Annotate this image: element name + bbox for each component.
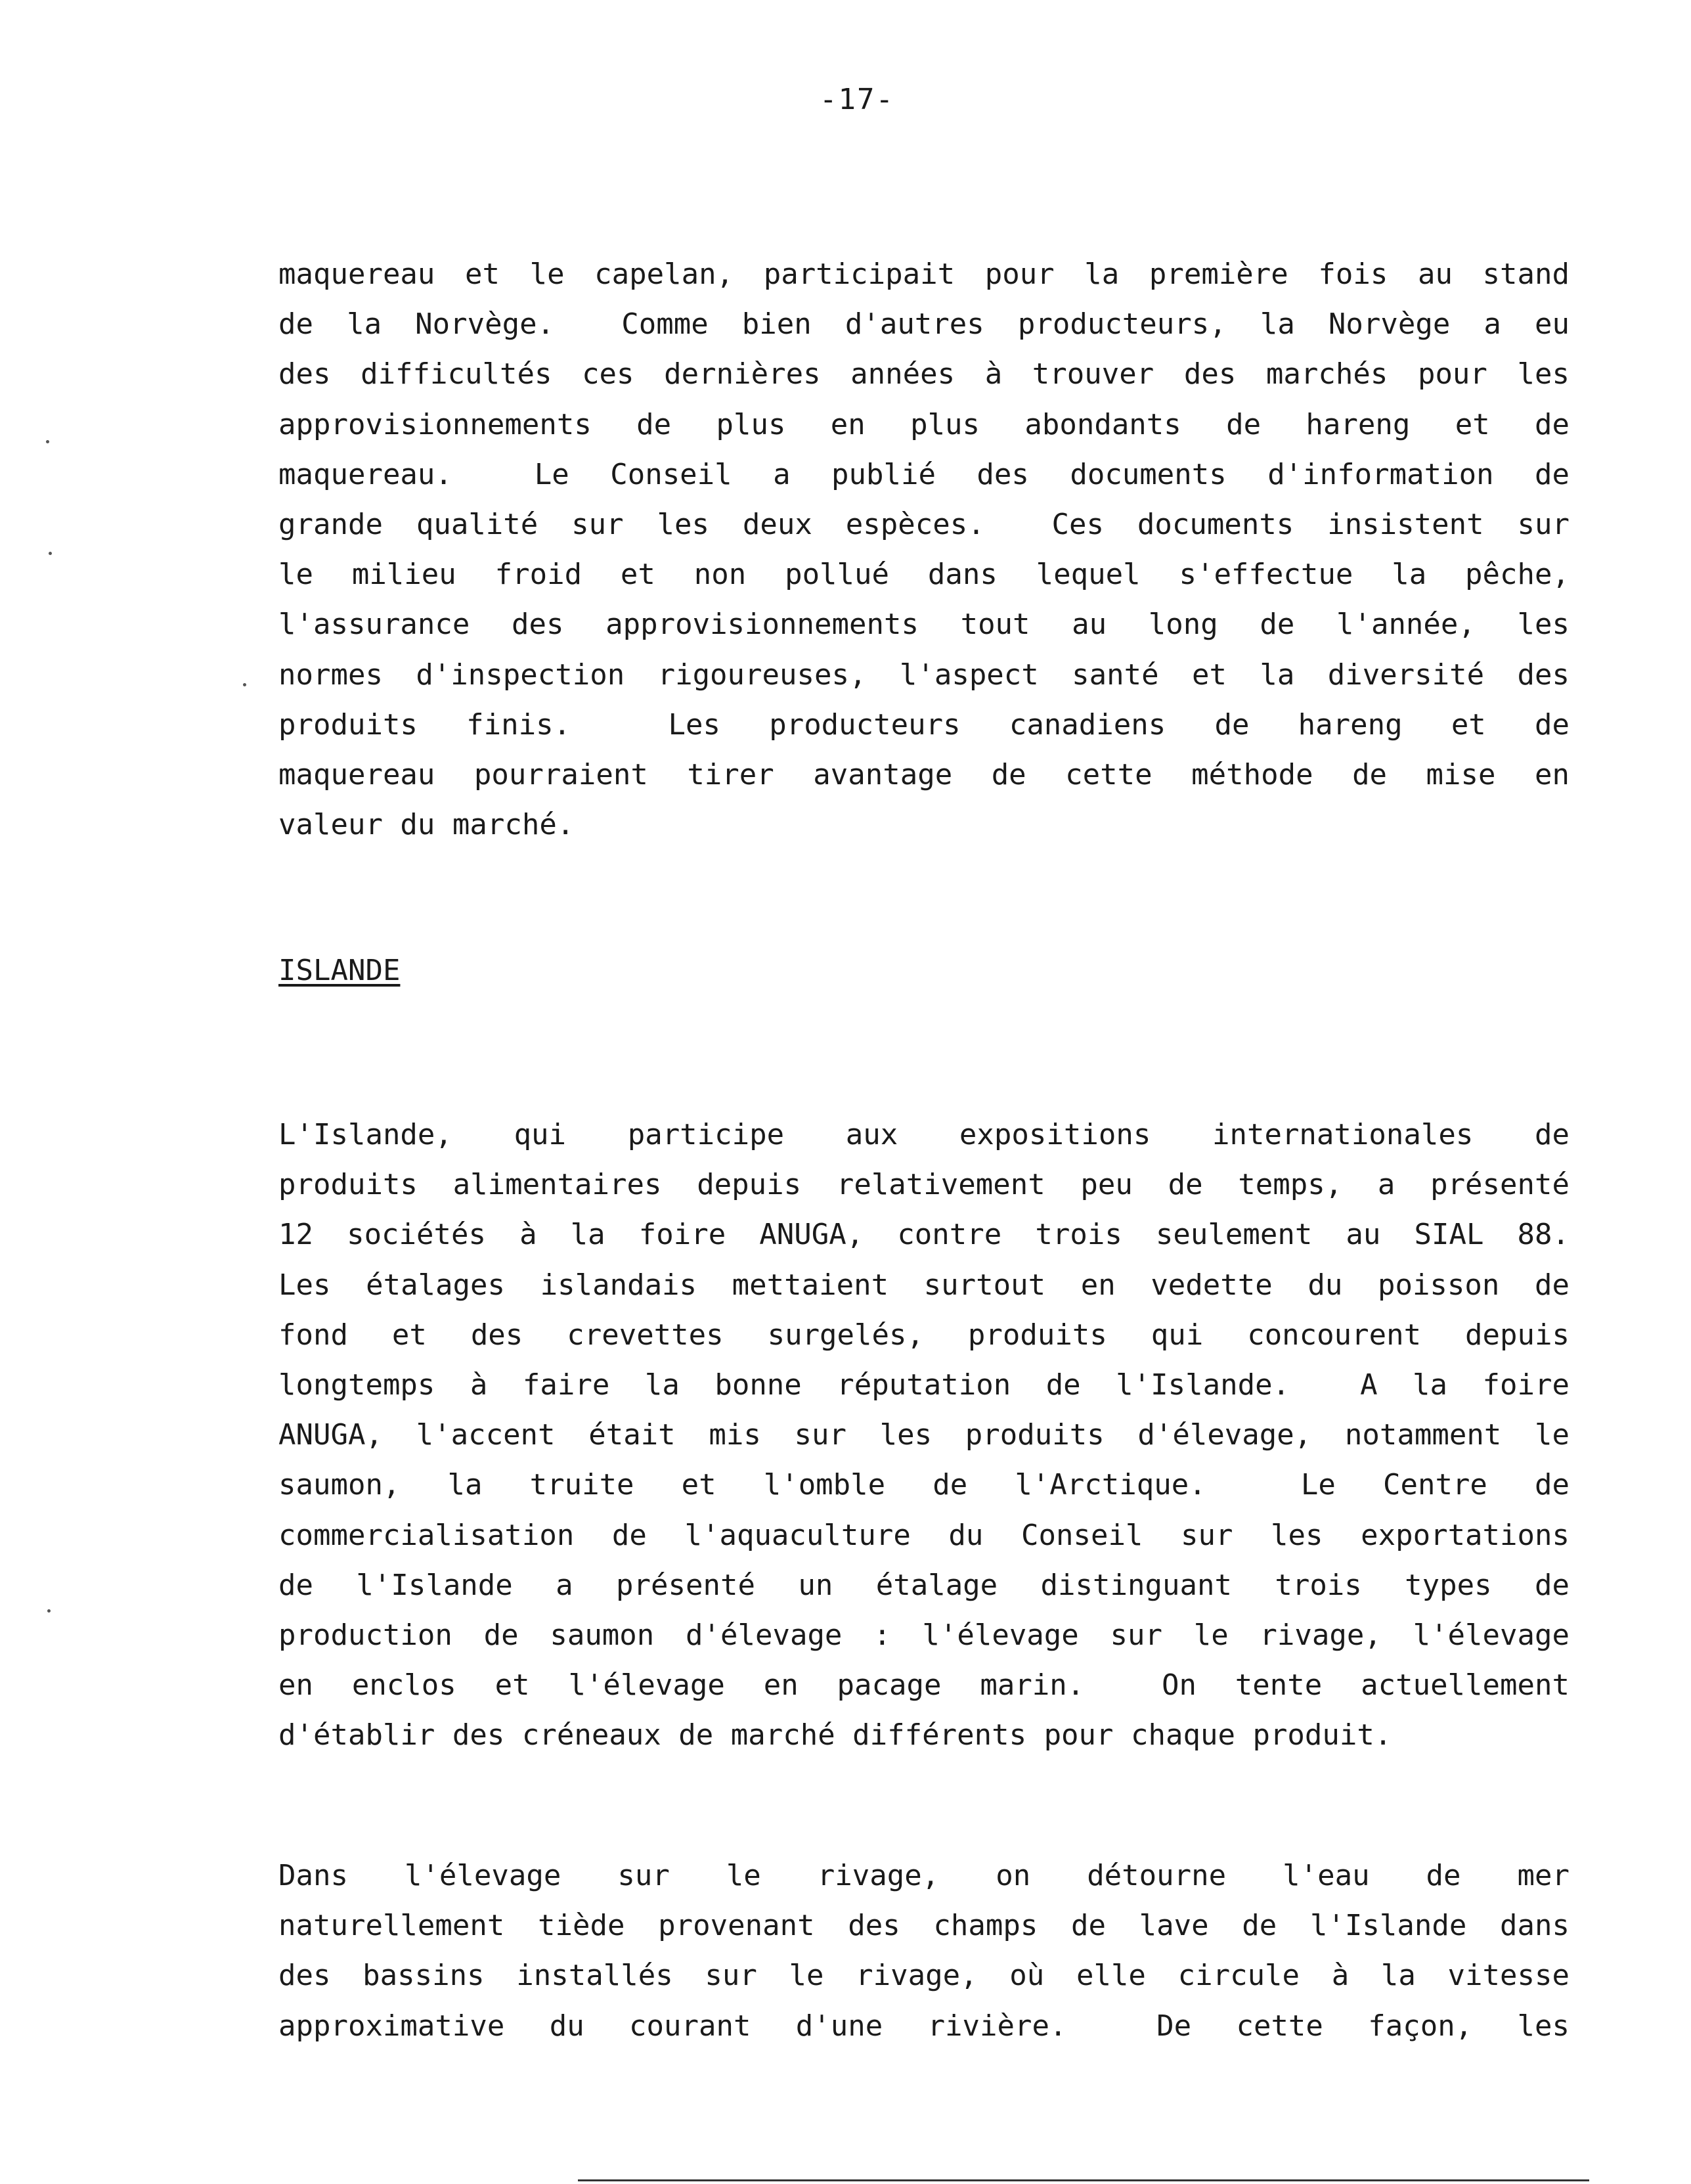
text-line: commercialisation de l'aquaculture du Conseil sur les exportations	[278, 1518, 1570, 1552]
section-heading-islande: ISLANDE	[278, 954, 401, 987]
text-line: maquereau et le capelan, participait pour la première fois au stand	[278, 257, 1570, 291]
paragraph-norvege	[278, 250, 1570, 850]
text-line: naturellement tiède provenant des champs de lave de l'Islande dans	[278, 1909, 1570, 1943]
page-number: -17-	[820, 83, 894, 116]
text-line: l'assurance des approvisionnements tout au long de l'année, les	[278, 608, 1570, 642]
text-line: de l'Islande a présenté un étalage distinguant trois types de	[278, 1568, 1570, 1602]
text-line: Dans l'élevage sur le rivage, on détourne l'eau de mer	[278, 1859, 1570, 1892]
text-line: valeur du marché.	[278, 808, 575, 842]
text-line: de la Norvège. Comme bien d'autres producteurs, la Norvège a eu	[278, 307, 1570, 342]
text-line: production de saumon d'élevage : l'élevage sur le rivage, l'élevage	[278, 1618, 1570, 1653]
text-line: en enclos et l'élevage en pacage marin. On tente actuellement	[278, 1668, 1570, 1703]
text-line: grande qualité sur les deux espèces. Ces documents insistent sur	[278, 508, 1570, 542]
text-line: longtemps à faire la bonne réputation de l'Islande. A la foire	[278, 1368, 1570, 1402]
footer-rule	[578, 2179, 1589, 2181]
text-line: normes d'inspection rigoureuses, l'aspect santé et la diversité des	[278, 657, 1570, 692]
paragraph-islande	[278, 1110, 1570, 1761]
text-line: L'Islande, qui participe aux expositions internationales de	[278, 1118, 1570, 1151]
text-line: produits finis. Les producteurs canadiens de hareng et de	[278, 707, 1570, 742]
text-line: le milieu froid et non pollué dans lequel s'effectue la pêche,	[278, 558, 1570, 592]
text-line: saumon, la truite et l'omble de l'Arctique. Le Centre de	[278, 1468, 1570, 1502]
scan-speck	[49, 552, 52, 555]
text-line: approximative du courant d'une rivière. De cette façon, les	[278, 2009, 1570, 2043]
text-line: Les étalages islandais mettaient surtout en vedette du poisson de	[278, 1268, 1570, 1302]
scan-speck	[243, 683, 246, 686]
text-line: 12 sociétés à la foire ANUGA, contre trois seulement au SIAL 88.	[278, 1218, 1570, 1252]
text-line: des bassins installés sur le rivage, où elle circule à la vitesse	[278, 1959, 1570, 1993]
paragraph-elevage	[278, 1851, 1570, 2051]
text-line: ANUGA, l'accent était mis sur les produits d'élevage, notamment le	[278, 1418, 1570, 1452]
scan-speck	[47, 1609, 51, 1613]
scan-speck	[46, 440, 49, 443]
text-line: approvisionnements de plus en plus abondants de hareng et de	[278, 407, 1570, 441]
text-line: maquereau pourraient tirer avantage de cette méthode de mise en	[278, 758, 1570, 792]
text-line: fond et des crevettes surgelés, produits qui concourent depuis	[278, 1318, 1570, 1352]
text-line: d'établir des créneaux de marché différents pour chaque produit.	[278, 1718, 1392, 1752]
text-line: maquereau. Le Conseil a publié des documents d'information de	[278, 457, 1570, 491]
text-line: produits alimentaires depuis relativement peu de temps, a présenté	[278, 1168, 1570, 1202]
text-line: des difficultés ces dernières années à trouver des marchés pour les	[278, 357, 1570, 391]
